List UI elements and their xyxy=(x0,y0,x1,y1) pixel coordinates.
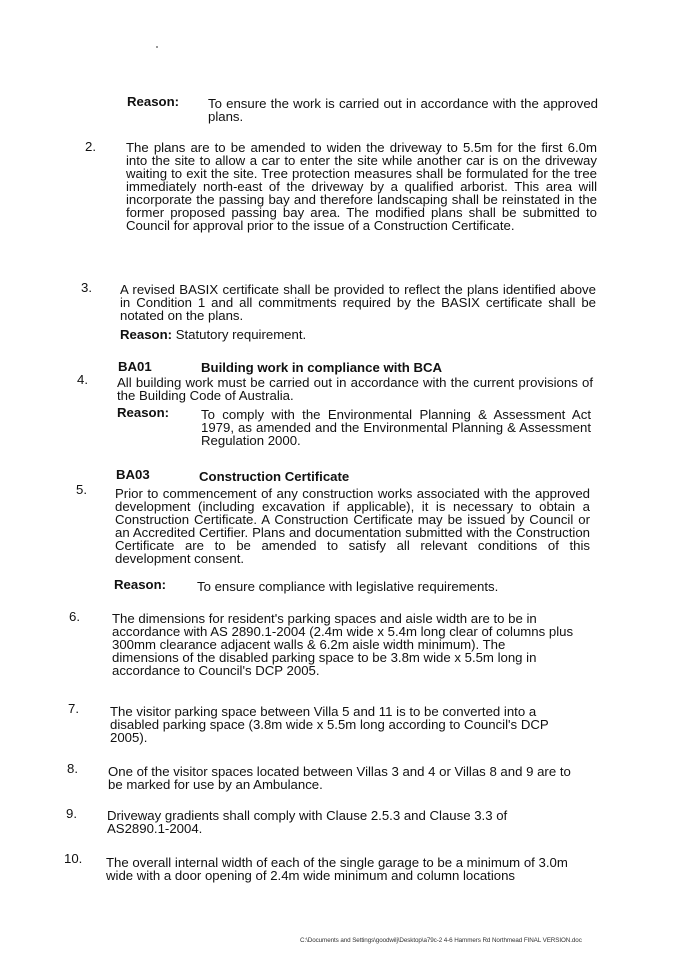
condition-text: All building work must be carried out in accordance with the current provisions of the Building Code of Australia. xyxy=(117,375,593,403)
section-code: BA01 xyxy=(118,359,152,374)
reason-label: Reason: xyxy=(120,327,173,342)
reason-text: To ensure the work is carried out in accordance with the approved plans. xyxy=(208,96,598,124)
section-title: Construction Certificate xyxy=(199,469,350,484)
condition-text: The overall internal width of each of the single garage to be a minimum of 3.0m wide with a door opening of 2.4m wide minimum and column locations xyxy=(106,855,568,883)
condition-text: One of the visitor spaces located between Villas 3 and 4 or Villas 8 and 9 are to be marked for use by an Ambulance. xyxy=(108,764,571,792)
footer-file-path: C:\Documents and Settings\goodwilj\Desktop\a79c-2 4-6 Hammers Rd Northmead FINAL VERSION.doc xyxy=(300,937,582,944)
section-title: Building work in compliance with BCA xyxy=(201,360,443,375)
condition-number: 4. xyxy=(77,372,88,387)
reason-label: Reason: xyxy=(127,94,180,109)
reason-line xyxy=(120,328,306,341)
reason-label: Reason: xyxy=(114,577,167,592)
condition-number: 9. xyxy=(66,806,77,821)
condition-text: A revised BASIX certificate shall be provided to reflect the plans identified above in Condition 1 and all commitments required by the BASIX certificate shall be notated on the plans. xyxy=(120,282,596,323)
condition-number: 3. xyxy=(81,280,92,295)
reason-text: To comply with the Environmental Planning & Assessment Act 1979, as amended and the Environmental Planning & Assessment Regulation 2000. xyxy=(201,407,591,448)
reason-label: Reason: xyxy=(117,405,170,420)
condition-number: 5. xyxy=(76,482,87,497)
condition-text: The dimensions for resident's parking spaces and aisle width are to be in accordance with AS 2890.1-2004 (2.4m wide x 5.4m long clear of columns plus 300mm clearance adjacent walls & 6.2m aisle width minimum). The dimensions of the disabled parking space to be 3.8m wide x 5.5m long in accordance to Council's DCP 2005. xyxy=(112,611,574,678)
condition-number: 8. xyxy=(67,761,78,776)
condition-text: The visitor parking space between Villa 5 and 11 is to be converted into a disabled parking space (3.8m wide x 5.5m long according to Council's DCP 2005). xyxy=(110,704,549,745)
condition-number: 6. xyxy=(69,609,80,624)
reason-text: To ensure compliance with legislative requirements. xyxy=(197,579,499,594)
condition-number: 2. xyxy=(85,139,96,154)
section-code: BA03 xyxy=(116,467,150,482)
condition-text: Prior to commencement of any construction works associated with the approved development (including excavation if applicable), it is necessary to obtain a Construction Certificate. A Construction Certificate may be issued by Council or an Accredited Certifier. Plans and documentation submitted with the Construction Certificate are to be amended to satisfy all relevant conditions of this development consent. xyxy=(115,486,590,566)
scan-speck xyxy=(156,46,158,48)
reason-text: Statutory requirement. xyxy=(175,327,307,342)
condition-text: The plans are to be amended to widen the driveway to 5.5m for the first 6.0m into the site to allow a car to enter the site while another car is on the driveway waiting to exit the site. Tree protection measures shall be formulated for the tree immediately north-east of the driveway by a qualified arborist. This area will incorporate the passing bay and therefore landscaping shall be reinstated in the former proposed passing bay area. The modified plans shall be submitted to Council for approval prior to the issue of a Construction Certificate. xyxy=(126,140,597,233)
condition-number: 10. xyxy=(64,851,83,866)
condition-text: Driveway gradients shall comply with Clause 2.5.3 and Clause 3.3 of AS2890.1-2004. xyxy=(107,808,508,836)
condition-number: 7. xyxy=(68,701,79,716)
